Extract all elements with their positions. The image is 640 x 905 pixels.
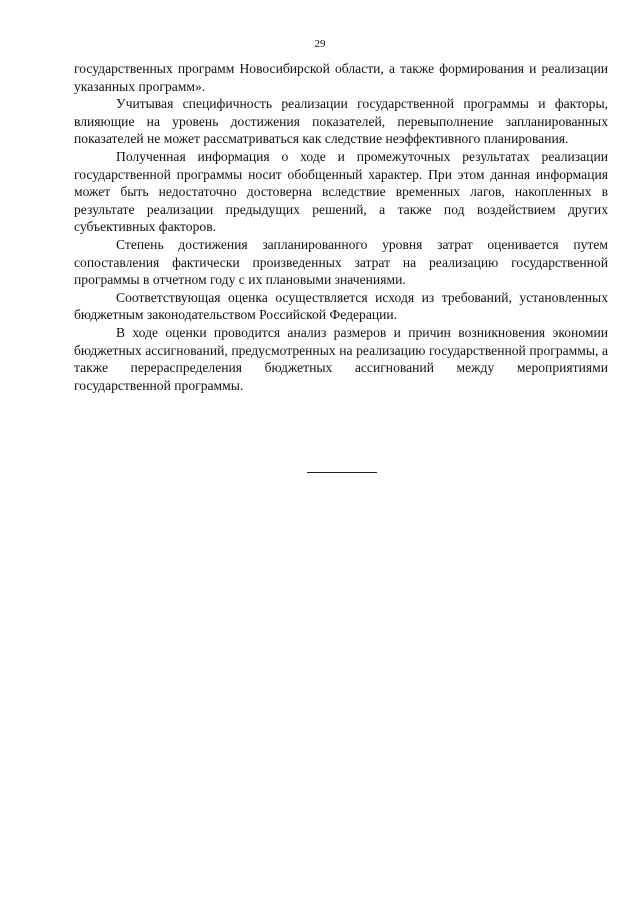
paragraph: Полученная информация о ходе и промежуточных результатах реализации государственной программы носит обобщенный характер. При этом данная информация может быть недостаточно достоверна вследствие временных лагов, накопленных в результате реализации предыдущих решений, а также под воздействием других субъективных факторов. [74,148,608,235]
end-of-document-rule [307,472,377,473]
paragraph: Соответствующая оценка осуществляется исходя из требований, установленных бюджетным законодательством Российской Федерации. [74,289,608,323]
paragraph: Учитывая специфичность реализации государственной программы и факторы, влияющие на уровень достижения показателей, перевыполнение запланированных показателей не может рассматриваться как следствие неэффективного планирования. [74,96,608,147]
paragraph: Степень достижения запланированного уровня затрат оценивается путем сопоставления фактически произведенных затрат на реализацию государственной программы в отчетном году с их плановыми значениями. [74,236,608,288]
page-number: 29 [314,38,326,50]
document-body [74,60,608,394]
paragraph-continuation: государственных программ Новосибирской области, а также формирования и реализации указанных программ». [74,61,608,94]
paragraph: В ходе оценки проводится анализ размеров и причин возникновения экономии бюджетных ассигнований, предусмотренных на реализацию государственной программы, а также перераспределения бюджетных ассигнований между мероприятиями государственной программы. [74,324,608,393]
